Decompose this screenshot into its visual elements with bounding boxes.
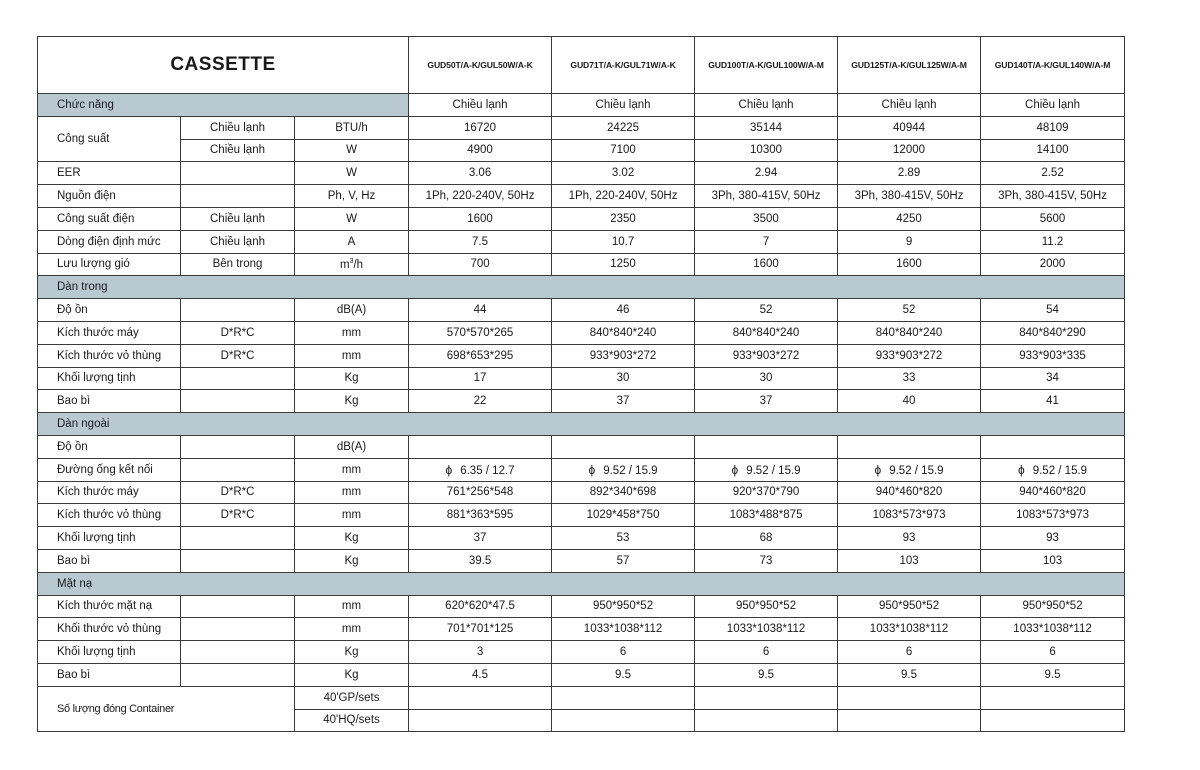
outdoor-row-sub [181,549,295,572]
power-source-value: 1Ph, 220-240V, 50Hz [409,185,552,208]
panel-row [38,618,1125,641]
indoor-row-sub [181,367,295,390]
capacity-value: 10300 [695,139,838,162]
power-input-row [38,207,1125,230]
airflow-value: 1600 [695,253,838,276]
indoor-row [38,344,1125,367]
outdoor-value: 881*363*595 [409,504,552,527]
model-header: GUD100T/A-K/GUL100W/A-M [695,37,838,94]
panel-value: 9.5 [981,663,1125,686]
pipe-size: 6.35 / 12.7 [460,464,515,477]
indoor-row-unit: Kg [295,390,409,413]
airflow-mode: Bên trong [181,253,295,276]
container-value [695,709,838,732]
indoor-value: 37 [695,390,838,413]
indoor-row-sub [181,390,295,413]
container-value [552,709,695,732]
indoor-value: 41 [981,390,1125,413]
outdoor-value: 1083*488*875 [695,504,838,527]
outdoor-pipe-value [838,458,981,481]
outdoor-noise-unit: dB(A) [295,435,409,458]
rated-current-mode: Chiều lạnh [181,230,295,253]
outdoor-row-sub: D*R*C [181,504,295,527]
outdoor-pipe-value [409,458,552,481]
indoor-value: 52 [695,299,838,322]
indoor-row-unit: Kg [295,367,409,390]
outdoor-noise-row [38,435,1125,458]
indoor-value: 40 [838,390,981,413]
outdoor-value: 103 [838,549,981,572]
power-input-value: 4250 [838,207,981,230]
airflow-unit-sup: 3 [349,258,354,266]
indoor-row-label: Kích thước máy [38,321,181,344]
indoor-value: 52 [838,299,981,322]
airflow-unit [295,253,409,276]
rated-current-unit: A [295,230,409,253]
rated-current-value: 7 [695,230,838,253]
outdoor-value: 892*340*698 [552,481,695,504]
header-row [38,37,1125,94]
indoor-value: 33 [838,367,981,390]
indoor-row-label: Bao bì [38,390,181,413]
rated-current-value: 10.7 [552,230,695,253]
outdoor-noise-value [981,435,1125,458]
panel-value: 950*950*52 [552,595,695,618]
outdoor-row [38,504,1125,527]
diameter-icon: ϕ [731,462,739,477]
panel-value: 950*950*52 [838,595,981,618]
indoor-value: 22 [409,390,552,413]
outdoor-pipe-row [38,458,1125,481]
table-title: CASSETTE [38,37,409,94]
indoor-value: 44 [409,299,552,322]
capacity-value: 4900 [409,139,552,162]
airflow-value: 1600 [838,253,981,276]
panel-value: 701*701*125 [409,618,552,641]
outdoor-pipe-unit: mm [295,458,409,481]
container-unit: 40'GP/sets [295,686,409,709]
diameter-icon: ϕ [874,462,882,477]
airflow-value: 1250 [552,253,695,276]
outdoor-pipe-value [552,458,695,481]
eer-value: 2.94 [695,162,838,185]
panel-row-unit: Kg [295,641,409,664]
outdoor-value: 93 [981,527,1125,550]
power-input-value: 5600 [981,207,1125,230]
outdoor-row-unit: Kg [295,549,409,572]
panel-row [38,641,1125,664]
empty-cell [181,162,295,185]
capacity-value: 12000 [838,139,981,162]
indoor-row-label: Kích thước vỏ thùng [38,344,181,367]
indoor-value: 54 [981,299,1125,322]
model-header: GUD125T/A-K/GUL125W/A-M [838,37,981,94]
section-outdoor-label: Dàn ngoài [38,413,1125,436]
panel-row-unit: mm [295,618,409,641]
rated-current-row [38,230,1125,253]
panel-value: 4.5 [409,663,552,686]
outdoor-value: 53 [552,527,695,550]
capacity-value: 24225 [552,116,695,139]
airflow-unit-tail: /h [353,258,364,271]
container-value [409,709,552,732]
power-source-value: 3Ph, 380-415V, 50Hz [838,185,981,208]
power-input-value: 2350 [552,207,695,230]
capacity-row [38,116,1125,139]
indoor-row [38,367,1125,390]
pipe-size: 9.52 / 15.9 [603,464,658,477]
container-value [552,686,695,709]
container-value [838,686,981,709]
outdoor-noise-value [552,435,695,458]
airflow-value: 700 [409,253,552,276]
panel-value: 1033*1038*112 [838,618,981,641]
airflow-label: Lưu lượng gió [38,253,181,276]
panel-row-label: Khối lượng tịnh [38,641,181,664]
indoor-value: 17 [409,367,552,390]
container-value [409,686,552,709]
eer-value: 2.52 [981,162,1125,185]
indoor-value: 37 [552,390,695,413]
container-unit: 40'HQ/sets [295,709,409,732]
power-source-value: 3Ph, 380-415V, 50Hz [695,185,838,208]
outdoor-value: 940*460*820 [981,481,1125,504]
power-source-value: 3Ph, 380-415V, 50Hz [981,185,1125,208]
outdoor-value: 1083*573*973 [838,504,981,527]
eer-row [38,162,1125,185]
capacity-mode: Chiều lạnh [181,116,295,139]
container-value [981,686,1125,709]
outdoor-value: 68 [695,527,838,550]
panel-row-label: Kích thước mặt nạ [38,595,181,618]
container-value [838,709,981,732]
model-header: GUD50T/A-K/GUL50W/A-K [409,37,552,94]
outdoor-row [38,481,1125,504]
power-source-unit: Ph, V, Hz [295,185,409,208]
panel-value: 950*950*52 [981,595,1125,618]
indoor-row-unit: mm [295,321,409,344]
indoor-value: 840*840*240 [695,321,838,344]
section-outdoor [38,413,1125,436]
function-value: Chiều lạnh [981,94,1125,117]
model-header: GUD140T/A-K/GUL140W/A-M [981,37,1125,94]
outdoor-row-label: Bao bì [38,549,181,572]
outdoor-noise-value [695,435,838,458]
outdoor-value: 57 [552,549,695,572]
section-indoor-label: Dàn trong [38,276,1125,299]
outdoor-noise-label: Độ ồn [38,435,181,458]
rated-current-label: Dòng điện định mức [38,230,181,253]
power-input-value: 1600 [409,207,552,230]
indoor-value: 933*903*272 [552,344,695,367]
panel-value: 9.5 [552,663,695,686]
outdoor-value: 93 [838,527,981,550]
indoor-row [38,299,1125,322]
pipe-size: 9.52 / 15.9 [746,464,801,477]
outdoor-row [38,527,1125,550]
section-indoor [38,276,1125,299]
outdoor-value: 1029*458*750 [552,504,695,527]
airflow-value: 2000 [981,253,1125,276]
outdoor-row-label: Kích thước vỏ thùng [38,504,181,527]
indoor-value: 30 [695,367,838,390]
section-panel [38,572,1125,595]
eer-unit: W [295,162,409,185]
outdoor-row-label: Kích thước máy [38,481,181,504]
diameter-icon: ϕ [445,462,453,477]
indoor-value: 570*570*265 [409,321,552,344]
outdoor-noise-value [409,435,552,458]
panel-row [38,663,1125,686]
eer-value: 2.89 [838,162,981,185]
panel-value: 620*620*47.5 [409,595,552,618]
capacity-value: 7100 [552,139,695,162]
outdoor-row-sub: D*R*C [181,481,295,504]
capacity-mode: Chiều lạnh [181,139,295,162]
eer-label: EER [38,162,181,185]
eer-value: 3.02 [552,162,695,185]
indoor-row-sub [181,299,295,322]
function-label: Chức năng [38,94,409,117]
panel-row-label: Khối thước vỏ thùng [38,618,181,641]
panel-row-sub [181,618,295,641]
capacity-row [38,139,1125,162]
indoor-value: 46 [552,299,695,322]
function-value: Chiều lạnh [409,94,552,117]
power-source-row [38,185,1125,208]
indoor-row-unit: mm [295,344,409,367]
indoor-row-unit: dB(A) [295,299,409,322]
container-label: Số lượng đóng Container [38,686,295,732]
panel-value: 1033*1038*112 [981,618,1125,641]
model-header: GUD71T/A-K/GUL71W/A-K [552,37,695,94]
outdoor-value: 940*460*820 [838,481,981,504]
power-input-unit: W [295,207,409,230]
empty-cell [181,185,295,208]
outdoor-row-unit: Kg [295,527,409,550]
outdoor-pipe-value [695,458,838,481]
container-row [38,686,1125,709]
function-value: Chiều lạnh [838,94,981,117]
capacity-unit: W [295,139,409,162]
rated-current-value: 11.2 [981,230,1125,253]
outdoor-row-unit: mm [295,481,409,504]
power-source-value: 1Ph, 220-240V, 50Hz [552,185,695,208]
outdoor-noise-value [838,435,981,458]
rated-current-value: 9 [838,230,981,253]
outdoor-value: 73 [695,549,838,572]
pipe-size: 9.52 / 15.9 [1032,464,1088,477]
panel-value: 9.5 [838,663,981,686]
capacity-value: 40944 [838,116,981,139]
panel-value: 1033*1038*112 [552,618,695,641]
empty-cell [181,435,295,458]
capacity-value: 16720 [409,116,552,139]
container-value [981,709,1125,732]
panel-value: 6 [695,641,838,664]
panel-row-unit: mm [295,595,409,618]
panel-value: 950*950*52 [695,595,838,618]
outdoor-value: 761*256*548 [409,481,552,504]
spec-table [37,36,1125,732]
panel-row [38,595,1125,618]
panel-value: 1033*1038*112 [695,618,838,641]
capacity-value: 35144 [695,116,838,139]
indoor-row-label: Độ ồn [38,299,181,322]
indoor-value: 840*840*240 [838,321,981,344]
outdoor-value: 1083*573*973 [981,504,1125,527]
indoor-row-sub: D*R*C [181,321,295,344]
function-row [38,94,1125,117]
indoor-row-sub: D*R*C [181,344,295,367]
airflow-unit-base: m [339,258,350,271]
panel-value: 6 [981,641,1125,664]
indoor-value: 34 [981,367,1125,390]
diameter-icon: ϕ [1017,462,1025,477]
outdoor-pipe-label: Đường ống kết nối [38,458,181,481]
panel-value: 6 [838,641,981,664]
empty-cell [181,458,295,481]
outdoor-row-label: Khối lượng tịnh [38,527,181,550]
indoor-value: 840*840*290 [981,321,1125,344]
power-input-label: Công suất điện [38,207,181,230]
indoor-row-label: Khối lượng tịnh [38,367,181,390]
indoor-row [38,390,1125,413]
indoor-value: 933*903*272 [695,344,838,367]
outdoor-row-unit: mm [295,504,409,527]
outdoor-row [38,549,1125,572]
panel-row-sub [181,595,295,618]
panel-row-unit: Kg [295,663,409,686]
indoor-row [38,321,1125,344]
pipe-size: 9.52 / 15.9 [889,464,944,477]
capacity-unit: BTU/h [295,116,409,139]
container-value [695,686,838,709]
outdoor-value: 920*370*790 [695,481,838,504]
panel-value: 3 [409,641,552,664]
panel-value: 9.5 [695,663,838,686]
panel-value: 6 [552,641,695,664]
diameter-icon: ϕ [588,462,596,477]
outdoor-pipe-value [981,458,1125,481]
indoor-value: 698*653*295 [409,344,552,367]
indoor-value: 30 [552,367,695,390]
power-input-mode: Chiều lạnh [181,207,295,230]
eer-value: 3.06 [409,162,552,185]
outdoor-value: 103 [981,549,1125,572]
function-value: Chiều lạnh [552,94,695,117]
indoor-value: 933*903*335 [981,344,1125,367]
indoor-value: 933*903*272 [838,344,981,367]
outdoor-value: 37 [409,527,552,550]
power-input-value: 3500 [695,207,838,230]
section-panel-label: Mặt nạ [38,572,1125,595]
panel-row-sub [181,663,295,686]
power-source-label: Nguồn điện [38,185,181,208]
indoor-value: 840*840*240 [552,321,695,344]
airflow-row [38,253,1125,276]
outdoor-value: 39.5 [409,549,552,572]
function-value: Chiều lạnh [695,94,838,117]
capacity-value: 48109 [981,116,1125,139]
capacity-value: 14100 [981,139,1125,162]
rated-current-value: 7.5 [409,230,552,253]
capacity-label: Công suất [38,116,181,162]
panel-row-sub [181,641,295,664]
outdoor-row-sub [181,527,295,550]
panel-row-label: Bao bì [38,663,181,686]
